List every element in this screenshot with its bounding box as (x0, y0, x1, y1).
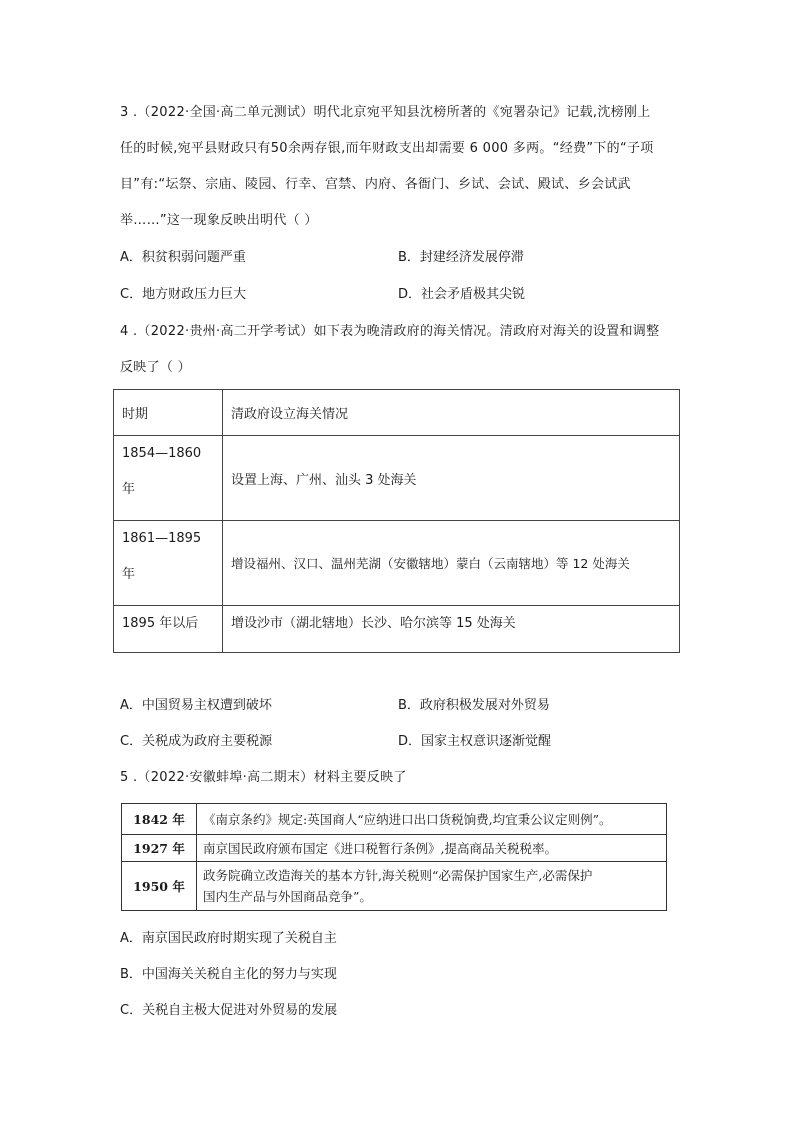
q5-option-b[interactable]: B．中国海关关税自主化的努力与实现 (120, 967, 337, 982)
q5-option-a[interactable]: A．南京国民政府时期实现了关税自主 (120, 931, 337, 946)
period-line-2: 年 (122, 482, 136, 497)
period-cell (114, 606, 223, 653)
period-line-1: 1861—1895 (122, 531, 202, 546)
q3-line-2: 任的时候,宛平县财政只有50余两存银,而年财政支出却需要 6 000 多两。“经费”下的“子项 (120, 141, 654, 156)
period-cell (114, 436, 223, 521)
q4-option-b[interactable]: B．政府积极发展对外贸易 (398, 698, 550, 713)
q3-line-1: 3 .（2022·全国·高二单元测试）明代北京宛平知县沈榜所著的《宛署杂记》记载,沈榜刚上 (120, 105, 651, 120)
q3-option-b[interactable]: B．封建经济发展停滞 (398, 250, 524, 265)
description-cell: 设置上海、广州、汕头 3 处海关 (223, 436, 680, 521)
q5-line-1: 5 .（2022·安徽蚌埠·高二期末）材料主要反映了 (120, 770, 407, 785)
table-header-row (114, 390, 680, 436)
table-row (114, 521, 680, 606)
table-row (122, 804, 667, 835)
header-period: 时期 (114, 390, 223, 436)
table-row (122, 862, 667, 911)
q3-option-d[interactable]: D．社会矛盾极其尖锐 (398, 287, 526, 302)
q3-line-4: 举……”这一现象反映出明代（ ） (120, 213, 318, 228)
q4-line-1: 4 .（2022·贵州·高二开学考试）如下表为晚清政府的海关情况。清政府对海关的设置和调整 (120, 324, 660, 339)
material-text: 《南京条约》规定:英国商人“应纳进口出口货税饷费,均宜秉公议定则例”。 (197, 804, 667, 835)
description-cell (223, 606, 680, 653)
q4-option-d[interactable]: D．国家主权意识逐渐觉醒 (398, 734, 552, 749)
q4-line-2: 反映了（ ） (120, 360, 191, 375)
q4-option-a[interactable]: A．中国贸易主权遭到破坏 (120, 698, 272, 713)
year-cell: 1842 年 (122, 804, 197, 835)
period-cell (114, 521, 223, 606)
material-text: 南京国民政府颁布国定《进口税暂行条例》,提高商品关税税率。 (197, 835, 667, 862)
customs-table (113, 389, 680, 653)
period-line-1: 1854—1860 (122, 446, 202, 461)
q3-option-a[interactable]: A．积贫积弱问题严重 (120, 250, 246, 265)
q3-line-3: 目”有:“坛祭、宗庙、陵园、行幸、宫禁、内府、各衙门、乡试、会试、殿试、乡会试武 (120, 177, 631, 192)
material-table (121, 803, 667, 911)
year-cell: 1927 年 (122, 835, 197, 862)
q5-option-c[interactable]: C．关税自主极大促进对外贸易的发展 (120, 1003, 338, 1018)
q4-option-c[interactable]: C．关税成为政府主要税源 (120, 734, 273, 749)
description-text: 增设沙市（湖北辖地）长沙、哈尔滨等 15 处海关 (231, 616, 516, 631)
year-cell: 1950 年 (122, 862, 197, 911)
period-line-1: 1895 年以后 (122, 616, 199, 631)
material-cell (197, 862, 667, 911)
material-text-line-2: 国内生产品与外国商品竞争”。 (203, 889, 372, 904)
q3-option-c[interactable]: C．地方财政压力巨大 (120, 287, 247, 302)
table-row (114, 606, 680, 653)
period-line-2: 年 (122, 567, 136, 582)
description-cell: 增设福州、汉口、温州芜湖（安徽辖地）蒙白（云南辖地）等 12 处海关 (223, 521, 680, 606)
header-description: 清政府设立海关情况 (223, 390, 680, 436)
material-text-line-1: 政务院确立改造海关的基本方针,海关税则“必需保护国家生产,必需保护 (203, 868, 593, 883)
table-row (122, 835, 667, 862)
table-row (114, 436, 680, 521)
